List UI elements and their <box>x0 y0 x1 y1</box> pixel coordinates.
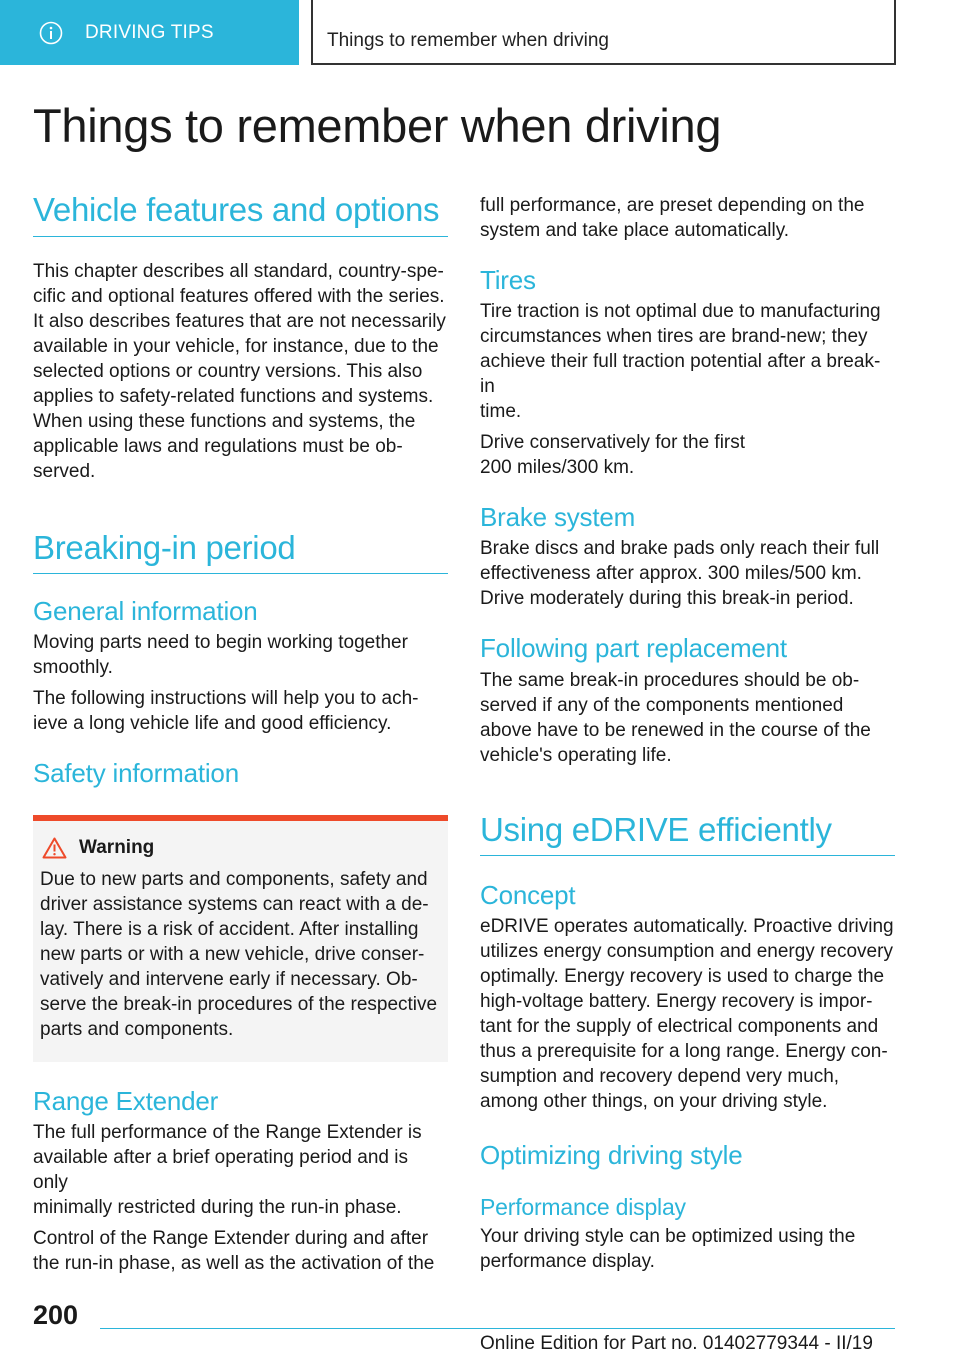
paragraph-vehicle-features: This chapter describes all standard, country-spe‐ cific and optional features offered with the series. It also describes features that are not necessarily available in your vehicle, for instance, due to the selected options or country versions. This also applies to safety-related functions and systems. When using these functions and systems, the applicable laws and regulations must be ob‐ served. <box>33 260 446 482</box>
footer-edition: Online Edition for Part no. 01402779344 - II/19 <box>480 1333 873 1354</box>
paragraph-concept: eDRIVE operates automatically. Proactive driving utilizes energy consumption and energy recovery optimally. Energy recovery is used to charge the high-voltage battery. Energy recovery is impor‐ tant for the supply of electrical components and thus a prerequisite for a long range. Energy con‐ sumption and recovery depend very much, among other things, on your driving style. <box>480 916 894 1113</box>
warning-triangle-icon <box>42 837 67 859</box>
paragraph-general-2: The following instructions will help you to ach‐ ieve a long vehicle life and good efficiency. <box>33 688 419 735</box>
paragraph-brake-system: Brake discs and brake pads only reach their full effectiveness after approx. 300 miles/500 km. Drive moderately during this break-in period. <box>480 538 880 610</box>
heading-tires: Tires <box>480 265 536 295</box>
heading-breaking-in: Breaking-in period <box>33 528 448 575</box>
warning-text: Due to new parts and components, safety and driver assistance systems can react with a de‐ lay. There is a risk of accident. After installing new parts or with a new vehicle, drive conser‐ vatively and intervene early if necessary. Ob‐ serve the break-in procedures of the respective parts and components. <box>40 868 438 1040</box>
left-column <box>33 190 448 1276</box>
warning-header <box>40 837 440 859</box>
chapter-title: Things to remember when driving <box>327 30 609 51</box>
heading-brake-system: Brake system <box>480 502 636 533</box>
page-number: 200 <box>33 1300 79 1330</box>
paragraph-continued: full performance, are preset depending on the system and take place automatically. <box>480 195 865 241</box>
paragraph-range-extender-2: Control of the Range Extender during and after the run-in phase, as well as the activation of the <box>33 1227 435 1274</box>
heading-general-information: General information <box>33 596 258 627</box>
chapter-header <box>311 0 896 65</box>
page-title: Things to remember when driving <box>33 99 722 152</box>
paragraph-range-extender-1: The full performance of the Range Extender is available after a brief operating period and is only minimally restricted during the run-in phase. <box>33 1121 422 1218</box>
heading-safety-information: Safety information <box>33 758 239 789</box>
section-label: DRIVING TIPS <box>85 21 214 43</box>
paragraph-performance-display: Your driving style can be optimized using the performance display. <box>480 1226 856 1273</box>
paragraph-part-replacement: The same break-in procedures should be ob‐ served if any of the components mentioned above have to be renewed in the course of the vehicle's operating life. <box>480 669 871 766</box>
heading-range-extender: Range Extender <box>33 1085 219 1116</box>
heading-performance-display: Performance display <box>480 1193 686 1220</box>
info-circle-icon <box>39 21 63 45</box>
right-column <box>480 190 895 1274</box>
warning-box <box>33 815 448 1062</box>
heading-concept: Concept <box>480 880 576 911</box>
paragraph-general-1: Moving parts need to begin working together smoothly. <box>33 632 408 679</box>
warning-title: Warning <box>79 836 155 858</box>
heading-vehicle-features: Vehicle features and options <box>33 190 448 237</box>
heading-using-edrive: Using eDRIVE efficiently <box>480 810 895 857</box>
paragraph-tires-2: Drive conservatively for the first 200 miles/300 km. <box>480 432 746 479</box>
heading-part-replacement: Following part replacement <box>480 633 787 664</box>
footer-divider <box>100 1328 895 1329</box>
heading-optimizing-driving-style: Optimizing driving style <box>480 1140 743 1171</box>
paragraph-tires-1: Tire traction is not optimal due to manufacturing circumstances when tires are brand-new; they achieve their full traction potential after a break-in time. <box>480 301 881 423</box>
section-tab[interactable] <box>0 0 299 65</box>
